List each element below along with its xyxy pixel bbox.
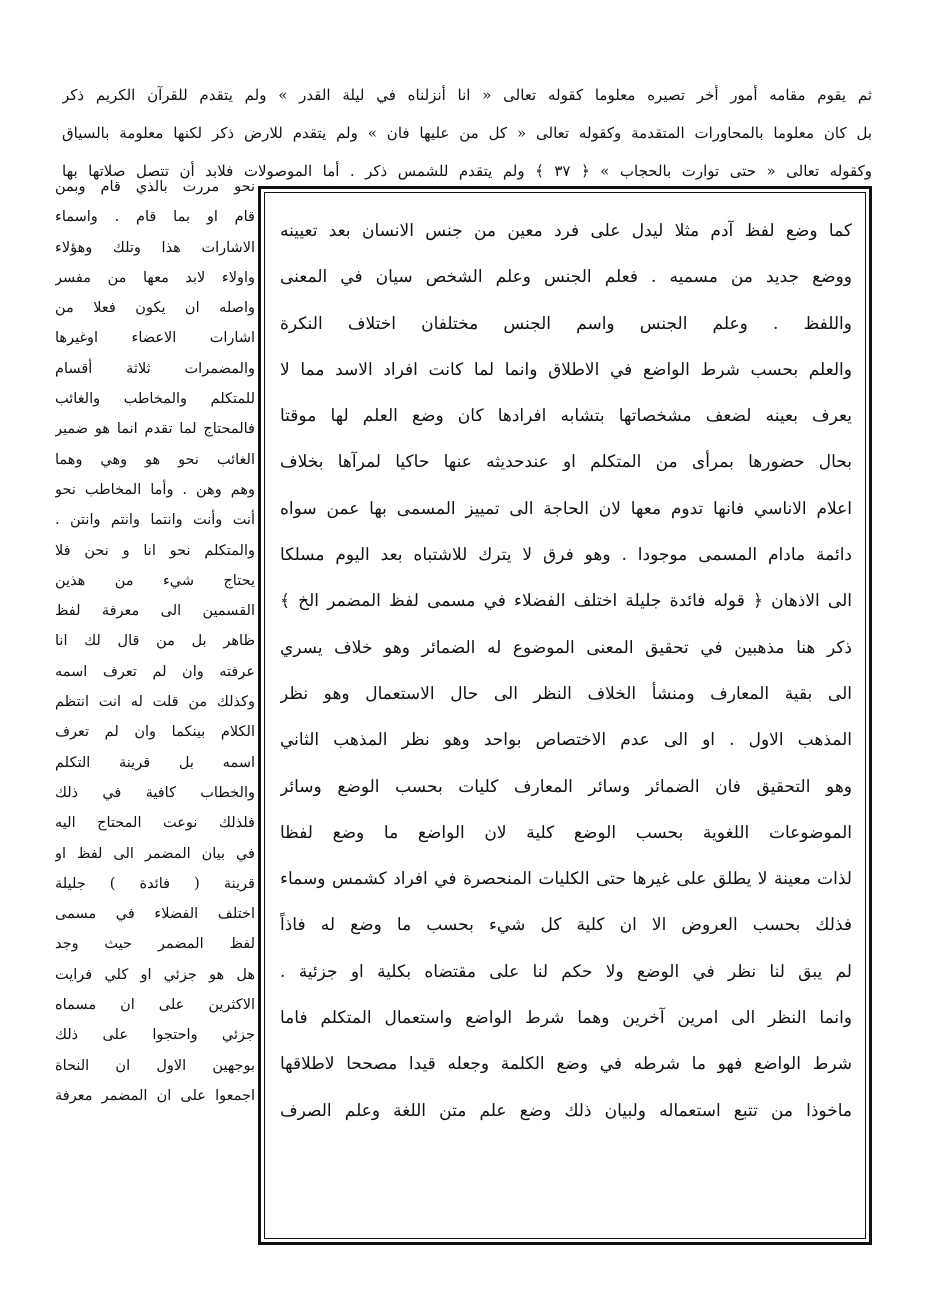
margin-line: اسمه بل قرينة التكلم <box>55 754 255 771</box>
margin-line: وهم وهن . وأما المخاطب نحو <box>55 481 255 498</box>
margin-line: الكلام بينكما وان لم تعرف <box>55 724 255 741</box>
top-text-line: بل كان معلوما بالمحاورات المتقدمة وكقوله تعالى « كل من عليها فان » ولم يتقدم للارض ذكر لكنها معلومة بالسياق <box>62 124 872 142</box>
margin-line: عرفته وان لم تعرف اسمه <box>55 663 255 680</box>
margin-line: أنت وأنت وانتما وانتم وانتن . <box>55 512 255 529</box>
margin-line: فالمحتاج لما تقدم انما هو ضمير <box>55 421 255 438</box>
margin-line: قام او بما قام . واسماء <box>55 209 255 226</box>
margin-line: لفظ المضمر حيث وجد <box>55 936 255 953</box>
commentary-line: الموضوعات اللغوية بحسب الوضع كلية لان الواضع ما وضع لفظا <box>280 822 852 843</box>
margin-line: القسمين الى معرفة لفظ <box>55 603 255 620</box>
margin-line: الاشارات هذا وتلك وهؤلاء <box>55 239 255 256</box>
commentary-line: كما وضع لفظ آدم مثلا ليدل على فرد معين من جنس الانسان بعد تعيينه <box>280 221 852 241</box>
commentary-line: اعلام الاناسي فانها تدوم معها لان الحاجة الى تمييز المسمى بها عمن سواه <box>280 498 852 519</box>
commentary-line: لم يبق لنا نظر في الوضع ولا حكم لنا على مقتضاه بكلية او جزئية . <box>280 961 852 982</box>
commentary-line: المذهب الاول . او الى عدم الاختصاص بواحد وهو نظر المذهب الثاني <box>280 730 852 751</box>
margin-line: وكذلك من قلت له انت انتظم <box>55 694 255 711</box>
margin-column <box>55 172 255 1111</box>
margin-line: بوجهين الاول ان النحاة <box>55 1057 255 1074</box>
commentary-line: ماخوذا من تتبع استعماله ولبيان ذلك وضع علم متن اللغة وعلم الصرف <box>280 1100 852 1121</box>
margin-line: واولاء لابد معها من مفسر <box>55 269 255 286</box>
commentary-line: ووضع جديد من مسميه . فعلم الجنس وعلم الشخص سيان في المعنى <box>280 267 852 288</box>
top-text-line: ثم يقوم مقامه أمور أخر تصيره معلوما كقوله تعالى « انا أنزلناه في ليلة القدر » ولم يتقدم للقرآن الكريم ذكر <box>62 86 872 104</box>
margin-line: قرينة ( فائدة ) جليلة <box>55 875 255 892</box>
commentary-line: الى الاذهان ﴿ قوله فائدة جليلة اختلف الفضلاء في مسمى لفظ المضمر الخ ﴾ <box>280 591 852 612</box>
commentary-line: واللفظ . وعلم الجنس واسم الجنس مختلفان اختلاف النكرة <box>280 313 852 334</box>
top-text-line: وكقوله تعالى « حتى توارت بالحجاب » ﴿ ٣٧ ﴾ ولم يتقدم للشمس ذكر . أما الموصولات فلابد أن تتصل صلاتها بها <box>62 162 872 180</box>
margin-line: نحو مررت بالذي قام وبمن <box>55 179 255 195</box>
margin-line: في بيان المضمر الى لفظ او <box>55 845 255 862</box>
margin-line: فلذلك نوعت المحتاج اليه <box>55 815 255 832</box>
margin-line: هل هو جزئي او كلي فرايت <box>55 966 255 983</box>
commentary-text-block <box>280 208 852 1134</box>
commentary-line: فذلك بحسب العروض الا ان كلية كل شيء بحسب ما وضع له فاذاً <box>280 915 852 936</box>
margin-line: يحتاج شيء من هذين <box>55 572 255 589</box>
commentary-line: بحال حضورها بمرأى من المتكلم او عندحديثه عنها حاكيا لمرآها بخلاف <box>280 452 852 473</box>
commentary-line: ذكر هنا مذهبين في تحقيق المعنى الموضوع له الضمائر وهو خلاف يسري <box>280 637 852 658</box>
margin-line: واصله ان يكون فعلا من <box>55 300 255 317</box>
commentary-line: وهو التحقيق فان الضمائر وسائر المعارف كليات بحسب الوضع وسائر <box>280 776 852 797</box>
margin-line: ظاهر بل من قال لك انا <box>55 633 255 650</box>
margin-line: الغائب نحو هو وهي وهما <box>55 451 255 468</box>
margin-line: جزئي واحتجوا على ذلك <box>55 1027 255 1044</box>
commentary-line: والعلم بحسب شرط الواضع في الاطلاق وانما لما كانت افراد الاسد مما لا <box>280 359 852 380</box>
margin-line: اشارات الاعضاء اوغيرها <box>55 330 255 347</box>
margin-line: اجمعوا على ان المضمر معرفة <box>55 1087 255 1104</box>
margin-line: والمتكلم نحو انا و نحن فلا <box>55 542 255 559</box>
margin-line: والخطاب كافية في ذلك <box>55 784 255 801</box>
commentary-line: الى بقية المعارف ومنشأ الخلاف النظر الى حال الاستعمال وهو نظر <box>280 683 852 704</box>
commentary-line: شرط الواضع فهو ما شرطه في وضع الكلمة وجعله قيدا مصححا لاطلاقها <box>280 1054 852 1075</box>
margin-line: الاكثرين على ان مسماه <box>55 997 255 1014</box>
commentary-line: يعرف بعينه لضعف مشخصاتها بتشابه افرادها كان وضع العلم لها موقتا <box>280 406 852 427</box>
margin-line: للمتكلم والمخاطب والغائب <box>55 391 255 408</box>
margin-line: والمضمرات ثلاثة أقسام <box>55 360 255 377</box>
margin-line: اختلف الفضلاء في مسمى <box>55 906 255 923</box>
commentary-line: وانما النظر الى امرين آخرين وهما شرط الواضع واستعمال المتكلم فاما <box>280 1008 852 1029</box>
commentary-line: دائمة مادام المسمى موجودا . وهو فرق لا يترك للاشتباه بعد اليوم مسلكا <box>280 545 852 566</box>
commentary-line: لذات معينة لا يطلق على غيرها حتى الكليات المنحصرة في افراد كشمس وسماء <box>280 869 852 890</box>
